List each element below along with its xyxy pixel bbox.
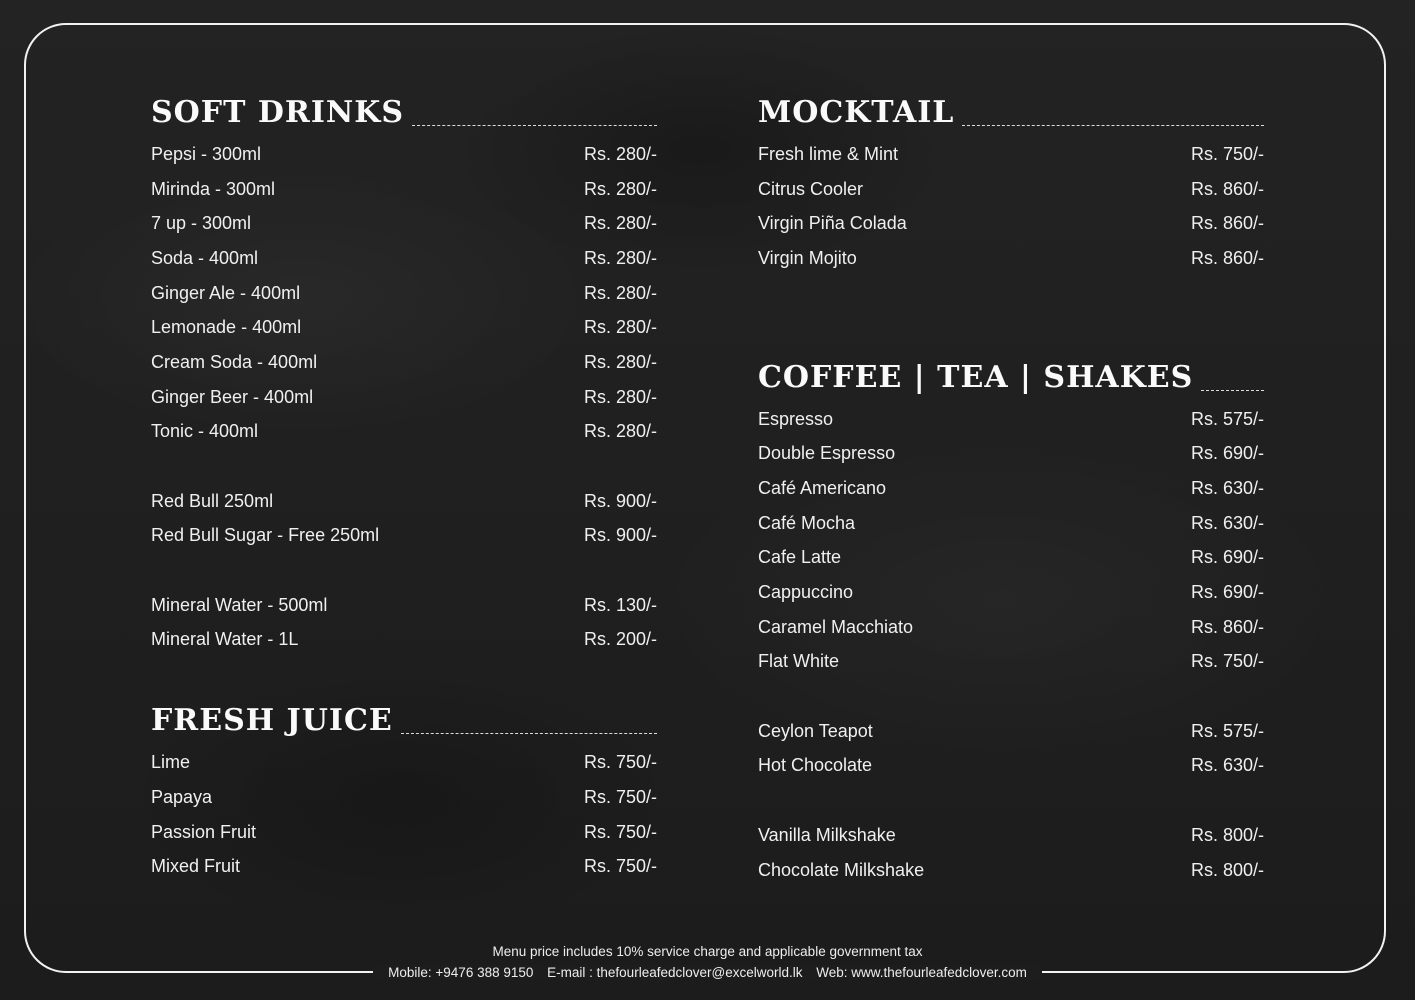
menu-item <box>151 745 657 780</box>
menu-item <box>151 849 657 884</box>
item-price: Rs. 690/- <box>1190 582 1264 603</box>
menu-item <box>758 436 1264 471</box>
item-price: Rs. 860/- <box>1190 213 1264 234</box>
menu-item <box>758 206 1264 241</box>
menu-item <box>758 575 1264 610</box>
dotted-leader <box>412 125 657 126</box>
item-price: Rs. 800/- <box>1190 824 1264 845</box>
item-name: Caramel Macchiato <box>758 616 914 637</box>
footer-mobile: Mobile: +9476 388 9150 <box>388 965 534 980</box>
item-price: Rs. 690/- <box>1190 547 1264 568</box>
menu-item <box>151 623 657 658</box>
section-title-coffee-tea-shakes: COFFEE | TEA | SHAKES <box>758 359 1194 395</box>
item-price: Rs. 900/- <box>583 490 657 511</box>
item-price: Rs. 280/- <box>583 178 657 199</box>
left-column <box>151 86 657 884</box>
menu-item <box>151 484 657 519</box>
item-name: Flat White <box>758 651 840 672</box>
menu-item <box>758 402 1264 437</box>
item-price: Rs. 900/- <box>583 525 657 546</box>
item-price: Rs. 280/- <box>583 247 657 268</box>
mocktail-list <box>758 137 1264 276</box>
menu-item <box>758 853 1264 888</box>
item-price: Rs. 280/- <box>583 317 657 338</box>
item-name: Citrus Cooler <box>758 178 864 199</box>
item-price: Rs. 750/- <box>583 856 657 877</box>
item-name: Mirinda - 300ml <box>151 178 276 199</box>
menu-item <box>151 345 657 380</box>
item-name: Ginger Beer - 400ml <box>151 386 314 407</box>
item-name: Café Americano <box>758 477 887 498</box>
coffee-tea-shakes-list <box>758 402 1264 888</box>
menu-item <box>151 780 657 815</box>
item-name: Soda - 400ml <box>151 247 259 268</box>
item-price: Rs. 630/- <box>1190 477 1264 498</box>
item-price: Rs. 750/- <box>583 821 657 842</box>
item-price: Rs. 860/- <box>1190 616 1264 637</box>
item-name: Pepsi - 300ml <box>151 143 262 164</box>
item-price: Rs. 750/- <box>1190 143 1264 164</box>
menu-item <box>758 241 1264 276</box>
item-name: Red Bull Sugar - Free 250ml <box>151 525 380 546</box>
menu-item <box>151 310 657 345</box>
item-price: Rs. 750/- <box>583 752 657 773</box>
item-name: Mineral Water - 500ml <box>151 594 328 615</box>
item-name: Cafe Latte <box>758 547 842 568</box>
item-name: Passion Fruit <box>151 821 257 842</box>
item-name: Café Mocha <box>758 512 856 533</box>
list-spacer <box>151 553 657 588</box>
item-price: Rs. 630/- <box>1190 512 1264 533</box>
dotted-leader <box>962 125 1264 126</box>
menu-item <box>151 519 657 554</box>
item-name: Mixed Fruit <box>151 856 241 877</box>
menu-item <box>151 241 657 276</box>
footer-contact <box>373 965 1042 980</box>
item-name: Double Espresso <box>758 443 896 464</box>
item-price: Rs. 280/- <box>583 421 657 442</box>
item-price: Rs. 860/- <box>1190 247 1264 268</box>
menu-item <box>151 415 657 450</box>
item-name: Mineral Water - 1L <box>151 629 299 650</box>
menu-item <box>151 172 657 207</box>
item-price: Rs. 800/- <box>1190 859 1264 880</box>
item-name: Papaya <box>151 786 213 807</box>
item-price: Rs. 630/- <box>1190 755 1264 776</box>
fresh-juice-list <box>151 745 657 884</box>
menu-item <box>151 380 657 415</box>
item-name: Virgin Mojito <box>758 247 857 268</box>
item-price: Rs. 575/- <box>1190 408 1264 429</box>
fresh-juice-header <box>151 694 657 739</box>
section-title-mocktail: MOCKTAIL <box>758 95 955 130</box>
coffee-tea-shakes-header <box>758 351 1264 393</box>
menu-item <box>758 137 1264 172</box>
item-name: Vanilla Milkshake <box>758 824 896 845</box>
menu-item <box>758 714 1264 749</box>
soft-drinks-header <box>151 86 657 128</box>
menu-item <box>758 172 1264 207</box>
dotted-leader <box>1201 390 1264 391</box>
item-price: Rs. 280/- <box>583 351 657 372</box>
footer-web[interactable]: Web: www.thefourleafedclover.com <box>816 965 1027 980</box>
item-name: Ginger Ale - 400ml <box>151 282 301 303</box>
menu-item <box>758 541 1264 576</box>
item-name: Lime <box>151 752 191 773</box>
soft-drinks-list <box>151 137 657 657</box>
section-title-soft-drinks: SOFT DRINKS <box>151 95 405 130</box>
item-name: Cappuccino <box>758 582 854 603</box>
right-column <box>758 86 1264 887</box>
item-price: Rs. 200/- <box>583 629 657 650</box>
list-spacer <box>151 449 657 484</box>
item-price: Rs. 280/- <box>583 213 657 234</box>
item-name: 7 up - 300ml <box>151 213 252 234</box>
menu-item <box>151 815 657 850</box>
menu-item <box>151 206 657 241</box>
menu-item <box>758 506 1264 541</box>
item-name: Lemonade - 400ml <box>151 317 302 338</box>
footer-email[interactable]: E-mail : thefourleafedclover@excelworld.lk <box>547 965 803 980</box>
item-price: Rs. 860/- <box>1190 178 1264 199</box>
menu-item <box>758 610 1264 645</box>
item-price: Rs. 750/- <box>1190 651 1264 672</box>
item-name: Chocolate Milkshake <box>758 859 925 880</box>
item-name: Ceylon Teapot <box>758 720 873 741</box>
list-spacer <box>758 783 1264 818</box>
footer-contact-bar <box>0 965 1415 980</box>
menu-item <box>151 276 657 311</box>
mocktail-header <box>758 86 1264 128</box>
item-price: Rs. 750/- <box>583 786 657 807</box>
item-name: Cream Soda - 400ml <box>151 351 318 372</box>
footer-note: Menu price includes 10% service charge and applicable government tax <box>492 944 923 959</box>
menu-item <box>758 645 1264 680</box>
item-price: Rs. 690/- <box>1190 443 1264 464</box>
section-title-fresh-juice: FRESH JUICE <box>151 703 393 739</box>
item-price: Rs. 280/- <box>583 282 657 303</box>
dotted-leader <box>401 733 657 734</box>
item-name: Tonic - 400ml <box>151 421 259 442</box>
item-price: Rs. 280/- <box>583 143 657 164</box>
menu-item <box>151 137 657 172</box>
menu-item <box>758 471 1264 506</box>
item-price: Rs. 575/- <box>1190 720 1264 741</box>
menu-item <box>151 588 657 623</box>
item-price: Rs. 280/- <box>583 386 657 407</box>
list-spacer <box>758 679 1264 714</box>
item-name: Espresso <box>758 408 834 429</box>
menu-item <box>758 818 1264 853</box>
item-name: Fresh lime & Mint <box>758 143 899 164</box>
menu-item <box>758 749 1264 784</box>
item-name: Virgin Piña Colada <box>758 213 907 234</box>
item-name: Red Bull 250ml <box>151 490 274 511</box>
item-price: Rs. 130/- <box>583 594 657 615</box>
item-name: Hot Chocolate <box>758 755 873 776</box>
